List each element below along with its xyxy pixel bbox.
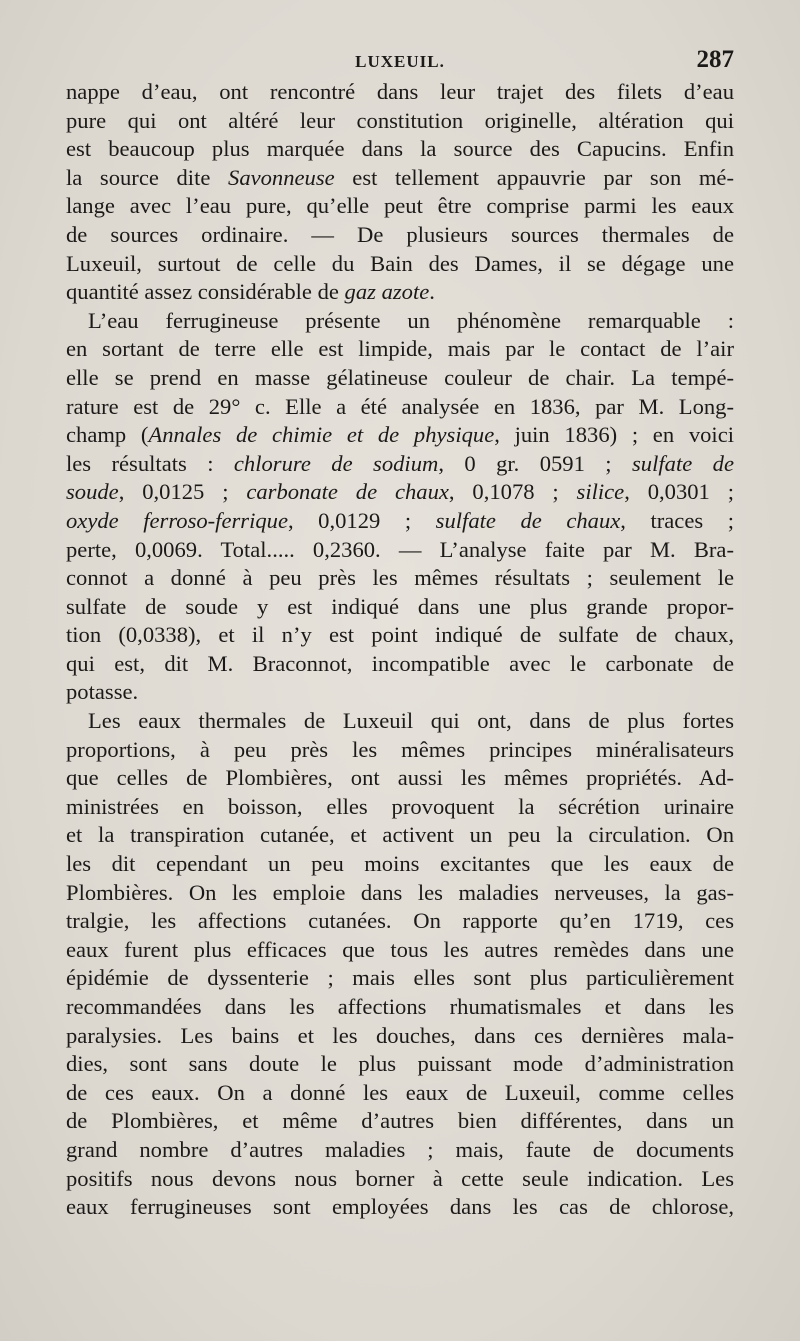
- text-line: eaux ferrugineuses sont employées dans les cas de chlorose,: [66, 1194, 734, 1220]
- page-header: [66, 48, 734, 80]
- text-line: perte, 0,0069. Total..... 0,2360. — L’analyse faite par M. Bra-: [66, 536, 734, 562]
- text-line: tion (0,0338), et il n’y est point indiqué de sulfate de chaux,: [66, 622, 734, 648]
- text-line: en sortant de terre elle est limpide, mais par le contact de l’air: [66, 336, 734, 362]
- text-line: pure qui ont altéré leur constitution originelle, altération qui: [66, 107, 734, 133]
- text-line: grand nombre d’autres maladies ; mais, faute de documents: [66, 1136, 734, 1162]
- text-line: tralgie, les affections cutanées. On rapporte qu’en 1719, ces: [66, 908, 734, 934]
- body-text: [66, 78, 734, 1222]
- text-line: connot a donné à peu près les mêmes résultats ; seulement le: [66, 565, 734, 591]
- text-line: oxyde ferroso-ferrique, 0,0129 ; sulfate de chaux, traces ;: [66, 507, 734, 533]
- text-line: eaux furent plus efficaces que tous les autres remèdes dans une: [66, 936, 734, 962]
- text-line: la source dite Savonneuse est tellement appauvrie par son mé-: [66, 164, 734, 190]
- text-line: recommandées dans les affections rhumatismales et dans les: [66, 994, 734, 1019]
- text-line: et la transpiration cutanée, et activent un peu la circulation. On: [66, 822, 734, 848]
- text-line: L’eau ferrugineuse présente un phénomène remarquable :: [88, 307, 734, 333]
- text-line: positifs nous devons nous borner à cette seule indication. Les: [66, 1165, 734, 1191]
- text-line: potasse.: [66, 679, 139, 705]
- text-line: Les eaux thermales de Luxeuil qui ont, dans de plus fortes: [88, 708, 734, 734]
- text-line: Luxeuil, surtout de celle du Bain des Dames, il se dégage une: [66, 250, 734, 276]
- text-line: champ (Annales de chimie et de physique, juin 1836) ; en voici: [66, 422, 734, 448]
- running-title: LUXEUIL.: [355, 52, 445, 71]
- text-line: de Plombières, et même d’autres bien différentes, dans un: [66, 1108, 734, 1134]
- text-line: sulfate de soude y est indiqué dans une plus grande propor-: [66, 593, 734, 619]
- text-line: de sources ordinaire. — De plusieurs sources thermales de: [66, 221, 734, 247]
- text-line: elle se prend en masse gélatineuse couleur de chair. La tempé-: [66, 364, 734, 390]
- text-line: de ces eaux. On a donné les eaux de Luxeuil, comme celles: [66, 1079, 734, 1105]
- text-line: rature est de 29° c. Elle a été analysée en 1836, par M. Long-: [66, 393, 734, 419]
- text-line: paralysies. Les bains et les douches, dans ces dernières mala-: [66, 1022, 734, 1048]
- text-line: quantité assez considérable de gaz azote.: [66, 279, 435, 305]
- text-line: que celles de Plombières, ont aussi les mêmes propriétés. Ad-: [66, 765, 734, 791]
- text-line: les résultats : chlorure de sodium, 0 gr. 0591 ; sulfate de: [66, 450, 734, 476]
- text-line: nappe d’eau, ont rencontré dans leur trajet des filets d’eau: [66, 79, 734, 104]
- text-line: dies, sont sans doute le plus puissant mode d’administration: [66, 1051, 734, 1077]
- text-line: Plombières. On les emploie dans les maladies nerveuses, la gas-: [66, 879, 734, 905]
- text-line: épidémie de dyssenterie ; mais elles sont plus particulièrement: [66, 965, 734, 991]
- text-line: ministrées en boisson, elles provoquent la sécrétion urinaire: [66, 793, 734, 819]
- page-number: 287: [696, 46, 734, 73]
- text-line: est beaucoup plus marquée dans la source des Capucins. Enfin: [66, 136, 734, 162]
- text-line: qui est, dit M. Braconnot, incompatible avec le carbonate de: [66, 650, 734, 676]
- text-line: les dit cependant un peu moins excitantes que les eaux de: [66, 851, 734, 877]
- text-line: proportions, à peu près les mêmes principes minéralisateurs: [66, 736, 734, 762]
- text-line: lange avec l’eau pure, qu’elle peut être comprise parmi les eaux: [66, 193, 734, 219]
- text-line: soude, 0,0125 ; carbonate de chaux, 0,1078 ; silice, 0,0301 ;: [66, 479, 734, 505]
